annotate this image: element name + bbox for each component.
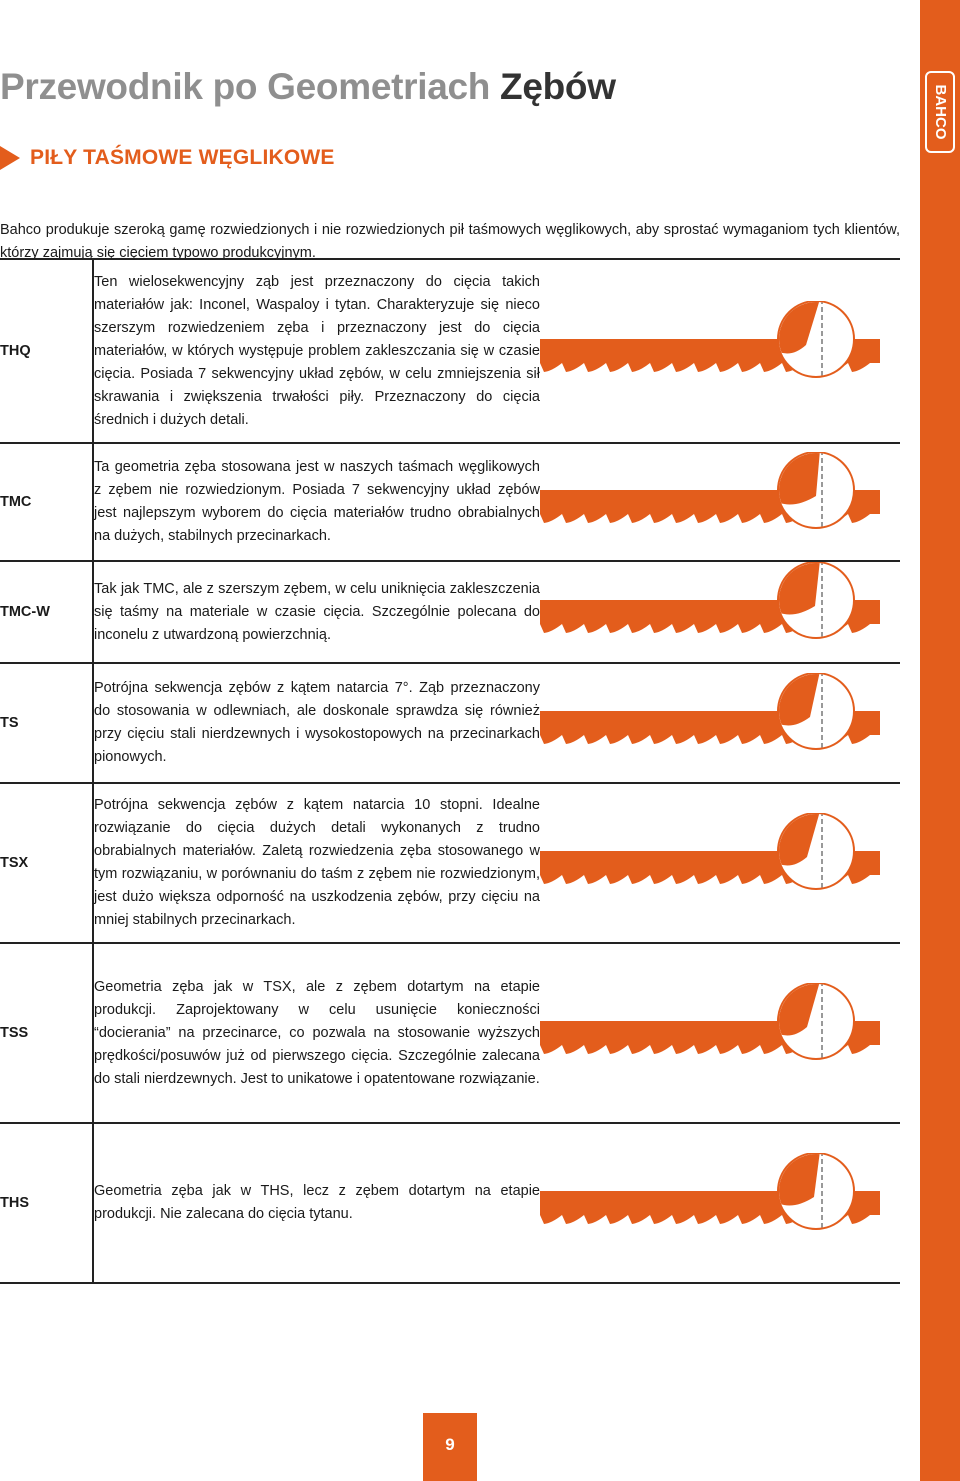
blade-illustration xyxy=(540,259,900,443)
blade-diagram xyxy=(540,1153,880,1253)
row-code: TS xyxy=(0,663,93,783)
section-heading xyxy=(0,146,335,170)
table-row xyxy=(0,663,900,783)
blade-illustration xyxy=(540,561,900,663)
table-row xyxy=(0,561,900,663)
table-row xyxy=(0,943,900,1123)
blade-diagram xyxy=(540,983,880,1083)
page-number: 9 xyxy=(423,1413,477,1481)
row-code: TSS xyxy=(0,943,93,1123)
row-description: Tak jak TMC, ale z szerszym zębem, w celu uniknięcia zakleszczenia się taśmy na materiale w czasie cięcia. Szczególnie polecana do inconelu z utwardzoną powierzchnią. xyxy=(93,561,540,663)
blade-illustration xyxy=(540,783,900,943)
section-label: PIŁY TAŚMOWE WĘGLIKOWE xyxy=(30,146,335,169)
row-description: Ten wielosekwencyjny ząb jest przeznaczony do cięcia takich materiałów jak: Inconel, Waspaloy i tytan. Charakteryzuje się nieco szerszym rozwiedzeniem zęba i przeznaczony jest do cięcia materiałów, w których występuje problem zakleszczania się w czasie cięcia. Posiada 7 sekwencyjny układ zębów, w celu zmniejszenia sił skrawania i zwiększenia trwałości piły. Przeznaczony do cięcia średnich i dużych detali. xyxy=(93,259,540,443)
blade-illustration xyxy=(540,1123,900,1283)
table-row xyxy=(0,1123,900,1283)
blade-diagram xyxy=(540,452,880,552)
row-description: Ta geometria zęba stosowana jest w naszych taśmach węglikowych z zębem nie rozwiedzionym. Posiada 7 sekwencyjny układ zębów jest najlepszym wyborem do cięcia materiałów trudno obrabialnych na dużych, stabilnych przecinarkach. xyxy=(93,443,540,561)
blade-illustration xyxy=(540,943,900,1123)
play-arrow-icon xyxy=(0,146,20,170)
blade-diagram xyxy=(540,673,880,773)
bahco-logo xyxy=(924,70,956,154)
page-title xyxy=(0,66,616,108)
table-row xyxy=(0,443,900,561)
blade-illustration xyxy=(540,663,900,783)
row-code: THS xyxy=(0,1123,93,1283)
tooth-geometry-table xyxy=(0,258,900,1284)
blade-illustration xyxy=(540,443,900,561)
row-description: Potrójna sekwencja zębów z kątem natarcia 7°. Ząb przeznaczony do stosowania w odlewniach, ale doskonale sprawdza się również przy cięciu stali nierdzewnych i wysokostopowych na przecinarkach pionowych. xyxy=(93,663,540,783)
table-row xyxy=(0,783,900,943)
intro-paragraph: Bahco produkuje szeroką gamę rozwiedzionych i nie rozwiedzionych pił taśmowych węglikowych, aby sprostać wymaganiom tych klientów, którzy zajmują się cięciem typowo produkcyjnym. xyxy=(0,221,900,261)
table-row xyxy=(0,259,900,443)
row-description: Geometria zęba jak w THS, lecz z zębem dotartym na etapie produkcji. Nie zalecana do cięcia tytanu. xyxy=(93,1123,540,1283)
row-code: TMC-W xyxy=(0,561,93,663)
row-code: TSX xyxy=(0,783,93,943)
row-description: Geometria zęba jak w TSX, ale z zębem dotartym na etapie produkcji. Zaprojektowany w celu usunięcie konieczności “docierania” na przecinarce, co pozwala na stosowanie wyższych prędkości/posuwów już od pierwszego cięcia. Szczególnie zalecana do stali nierdzewnych. Jest to unikatowe i opatentowane rozwiązanie. xyxy=(93,943,540,1123)
row-code: TMC xyxy=(0,443,93,561)
blade-diagram xyxy=(540,813,880,913)
brand-sidebar xyxy=(920,0,960,1481)
row-code: THQ xyxy=(0,259,93,443)
page-title-part1: Przewodnik po Geometriach xyxy=(0,66,501,107)
row-description: Potrójna sekwencja zębów z kątem natarcia 10 stopni. Idealne rozwiązanie do cięcia dużych detali wykonanych z trudno obrabialnych materiałów. Zaletą rozwiedzenia zęba stosowanego w tym rozwiązaniu, w porównaniu do taśm z zębem nie rozwiedzionym, jest dużo większa odporność na uszkodzenia zębów, przy cięciu na mniej stabilnych przecinarkach. xyxy=(93,783,540,943)
blade-diagram xyxy=(540,301,880,401)
svg-text:BAHCO: BAHCO xyxy=(932,84,950,140)
blade-diagram xyxy=(540,562,880,662)
page-title-part2: Zębów xyxy=(500,66,616,107)
